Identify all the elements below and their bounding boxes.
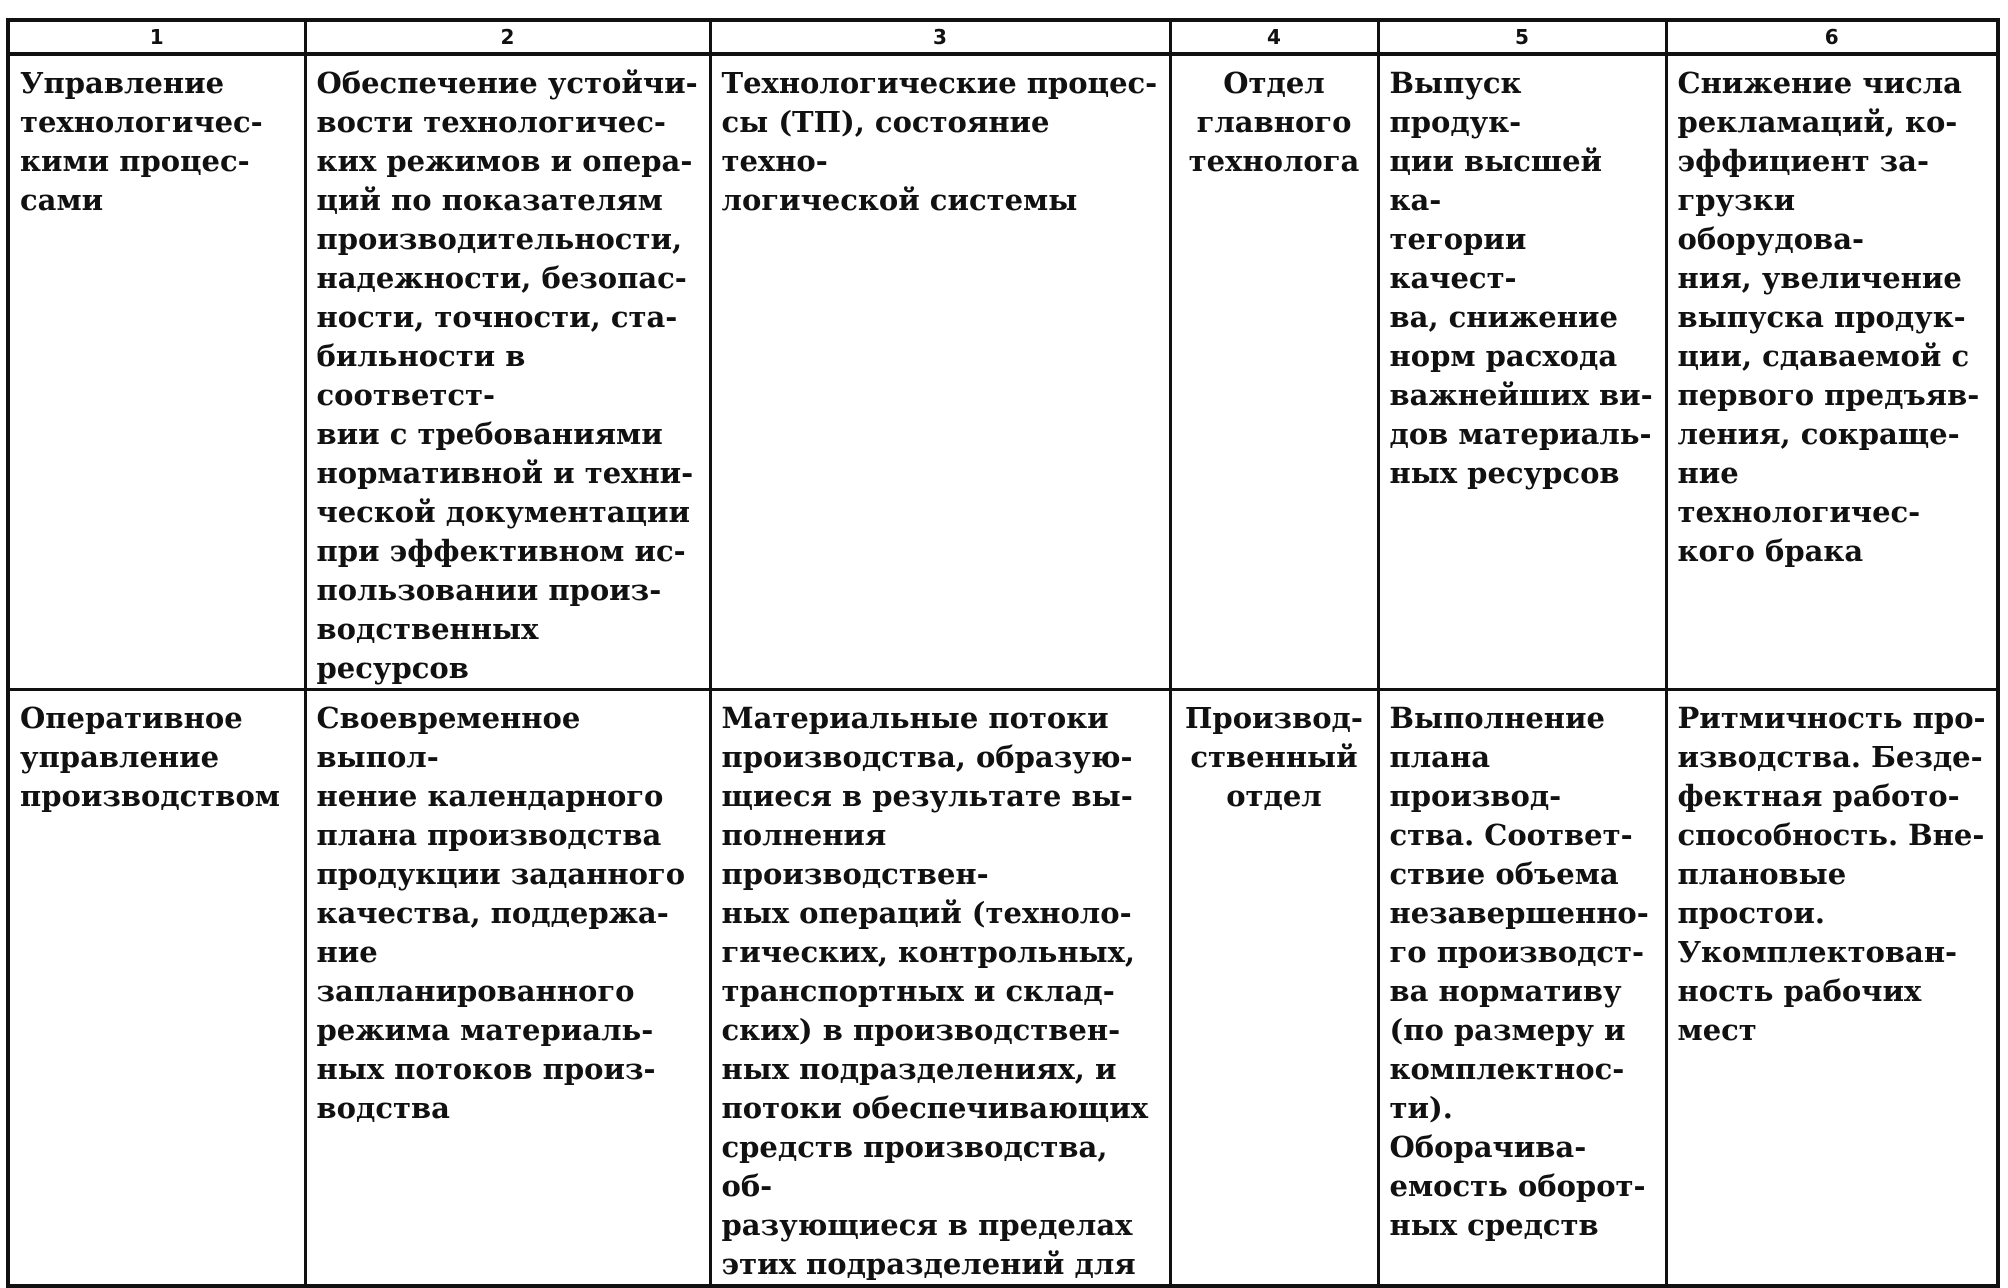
table-row <box>8 690 1998 1287</box>
table-cell-function: Управление технологичес- кими процес- сами <box>8 54 305 690</box>
table-cell-function: Оперативное управление производством <box>8 690 305 1287</box>
table-cell-goal: Своевременное выпол- нение календарного плана производства продукции заданного качества, поддержа- ние запланированного режима материаль- ных потоков произ- водства <box>305 690 710 1287</box>
column-header-4: 4 <box>1170 20 1378 54</box>
data-table <box>6 18 2000 1288</box>
column-header-1: 1 <box>8 20 305 54</box>
header-row <box>8 20 1998 54</box>
column-header-5: 5 <box>1378 20 1666 54</box>
table-cell-indicators: Ритмичность про- изводства. Безде- фектная работо- способность. Вне- плановые простои. Укомплектован- ность рабочих мест <box>1666 690 1998 1287</box>
table-row <box>8 54 1998 690</box>
table-cell-result: Выпуск продук- ции высшей ка- тегории качест- ва, снижение норм расхода важнейших ви- дов материаль- ных ресурсов <box>1378 54 1666 690</box>
table-cell-object: Технологические процес- сы (ТП), состояние техно- логической системы <box>710 54 1170 690</box>
table-cell-goal: Обеспечение устойчи- вости технологичес- ких режимов и опера- ций по показателям производительности, надежности, безопас- ности, точности, ста- бильности в соответст- вии с требованиями нормативной и техни- ческой документации при эффективном ис- пользовании произ- водственных ресурсов <box>305 54 710 690</box>
table-cell-result: Выполнение плана производ- ства. Соответ- ствие объема незавершенно- го производст- ва нормативу (по размеру и комплектнос- ти). Оборачива- емость оборот- ных средств <box>1378 690 1666 1287</box>
column-header-2: 2 <box>305 20 710 54</box>
table-cell-indicators: Снижение числа рекламаций, ко- эффициент за- грузки оборудова- ния, увеличение выпуска продук- ции, сдаваемой с первого предъяв- ления, сокраще- ние технологичес- кого брака <box>1666 54 1998 690</box>
table-cell-department: Отдел главного технолога <box>1170 54 1378 690</box>
column-header-3: 3 <box>710 20 1170 54</box>
table-cell-department: Производ- ственный отдел <box>1170 690 1378 1287</box>
table-cell-object: Материальные потоки производства, образую- щиеся в результате вы- полнения производствен- ных операций (техноло- гических, контрольных, транспортных и склад- ских) в производствен- ных подразделениях, и потоки обеспечивающих средств производства, об- разующиеся в пределах этих подразделений для <box>710 690 1170 1287</box>
column-header-6: 6 <box>1666 20 1998 54</box>
